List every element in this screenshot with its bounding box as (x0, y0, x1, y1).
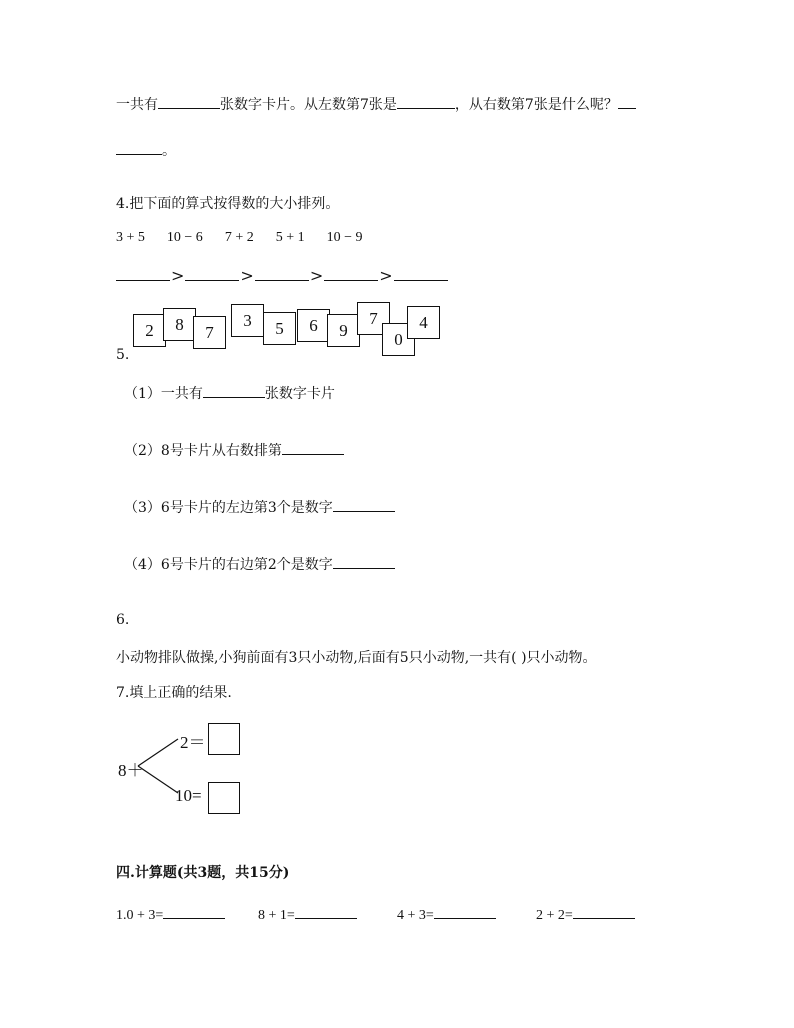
number-card: 7 (193, 316, 226, 349)
q4-order-row: > > > > (116, 266, 448, 285)
q5-item-2: （2）8号卡片从右数排第 (124, 440, 344, 460)
q3-line-2: 。 (116, 140, 176, 160)
answer-blank[interactable] (163, 904, 225, 919)
q4-title: 4.把下面的算式按得数的大小排列。 (116, 196, 340, 212)
q3-line-1: 一共有 张数字卡片。从左数第7张是 ，从右数第7张是什么呢？ (116, 94, 636, 114)
number-card: 3 (231, 304, 264, 337)
number-card: 4 (407, 306, 440, 339)
q7-bottom-expr: 10= (175, 786, 202, 805)
number-card: 9 (327, 314, 360, 347)
number-card: 8 (163, 308, 196, 341)
q6-number: 6. (116, 612, 130, 628)
q7-base: 8＋ (118, 761, 144, 780)
q5-item-4: （4）6号卡片的右边第2个是数字 (124, 554, 395, 574)
q7-title: 7.填上正确的结果. (116, 685, 232, 701)
q7-top-expr: 2＝ (180, 733, 206, 752)
answer-blank[interactable] (295, 904, 357, 919)
q5-number: 5. (116, 347, 130, 363)
calc-item-4: 2 + 2= (536, 904, 635, 924)
section-4-title: 四.计算题(共3题，共15分) (116, 865, 290, 881)
answer-blank[interactable] (573, 904, 635, 919)
q4-expressions: 3 + 5 10 − 6 7 + 2 5 + 1 10 − 9 (116, 230, 363, 245)
number-card: 7 (357, 302, 390, 335)
number-card: 2 (133, 314, 166, 347)
answer-blank[interactable] (434, 904, 496, 919)
number-card: 6 (297, 309, 330, 342)
branch-line-bottom (138, 766, 178, 793)
calc-item-2: 8 + 1= (258, 904, 357, 924)
q6-text: 小动物排队做操,小狗前面有3只小动物,后面有5只小动物,一共有( )只小动物。 (116, 650, 597, 666)
answer-box-top[interactable] (208, 723, 240, 755)
calc-item-3: 4 + 3= (397, 904, 496, 924)
number-card: 5 (263, 312, 296, 345)
q5-item-1: （1）一共有 张数字卡片 (124, 383, 335, 403)
number-card: 0 (382, 323, 415, 356)
answer-box-bottom[interactable] (208, 782, 240, 814)
q5-item-3: （3）6号卡片的左边第3个是数字 (124, 497, 395, 517)
calc-item-1: 1.0 + 3= (116, 904, 225, 924)
branch-line-top (138, 739, 178, 766)
